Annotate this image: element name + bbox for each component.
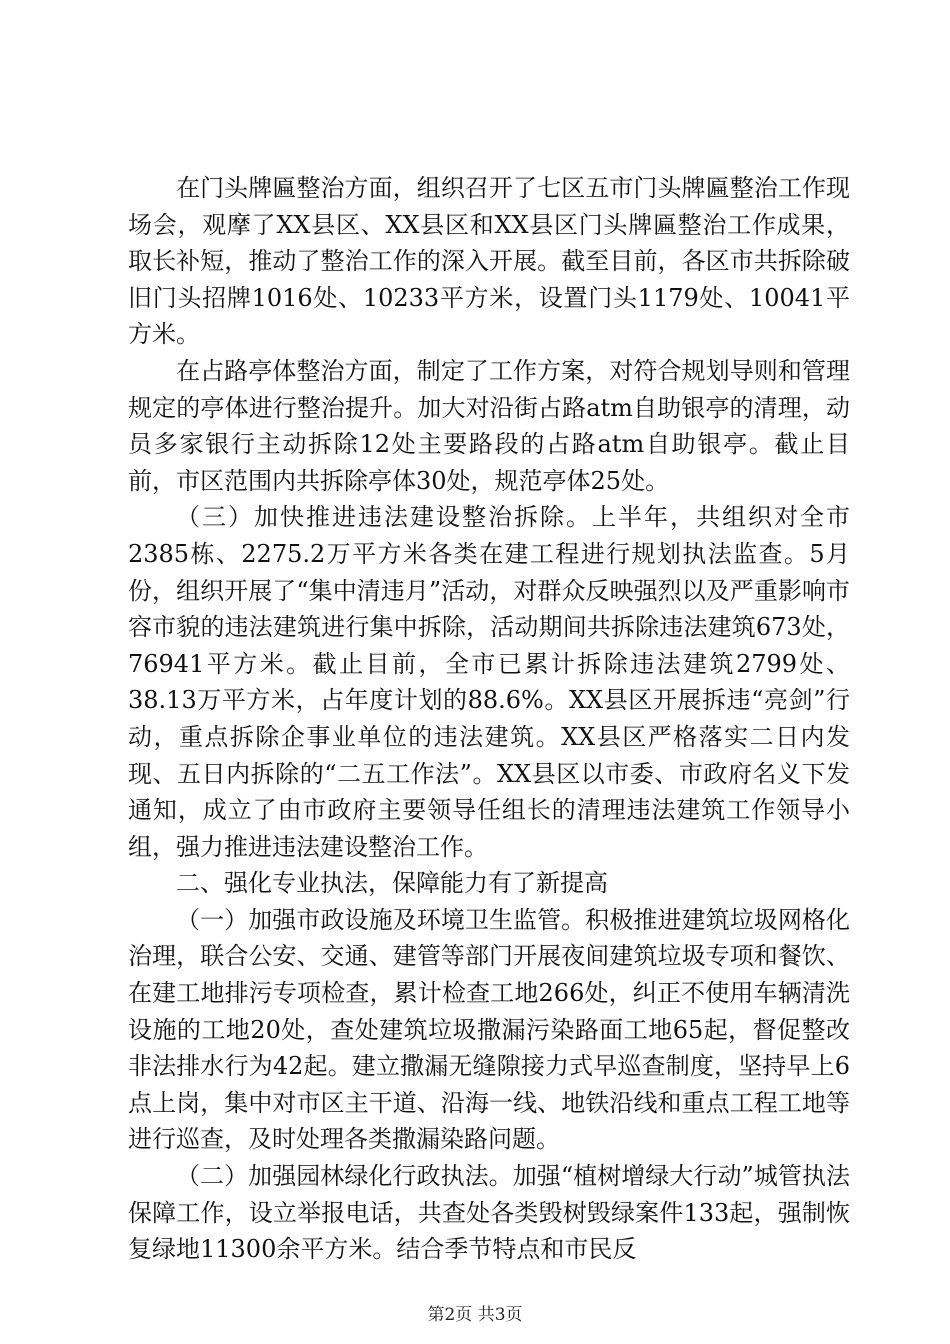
page-number-footer: 第2页 共3页 — [427, 1305, 523, 1325]
paragraph-landscaping-enforcement: （二）加强园林绿化行政执法。加强“植树增绿大行动”城管执法保障工作，设立举报电话，共查处各类毁树毁绿案件133起，强制恢复绿地11300余平方米。结合季节特点和市民反 — [128, 1162, 850, 1264]
paragraph-road-kiosks: 在占路亭体整治方面，制定了工作方案，对符合规划导则和管理规定的亭体进行整治提升。加大对沿街占路atm自助银亭的清理，动员多家银行主动拆除12处主要路段的占路atm自助银亭。截止目前，市区范围内共拆除亭体30处，规范亭体25处。 — [128, 356, 850, 495]
document-body — [128, 170, 850, 1268]
paragraph-illegal-construction: （三）加快推进违法建设整治拆除。上半年，共组织对全市2385栋、2275.2万平方米各类在建工程进行规划执法监查。5月份，组织开展了“集中清违月”活动，对群众反映强烈以及严重影响市容市貌的违法建筑进行集中拆除，活动期间共拆除违法建筑673处，76941平方米。截止目前，全市已累计拆除违法建筑2799处、38.13万平方米，占年度计划的88.6%。XX县区开展拆违“亮剑”行动，重点拆除企事业单位的违法建筑。XX县区严格落实二日内发现、五日内拆除的“二五工作法”。XX县区以市委、市政府名义下发通知，成立了由市政府主要领导任组长的清理违法建筑工作领导小组，强力推进违法建设整治工作。 — [128, 503, 850, 861]
paragraph-municipal-sanitation: （一）加强市政设施及环境卫生监管。积极推进建筑垃圾网格化治理，联合公安、交通、建管等部门开展夜间建筑垃圾专项和餐饮、在建工地排污专项检查，累计检查工地266处，纠正不使用车辆清洗设施的工地20处，查处建筑垃圾撒漏污染路面工地65起，督促整改非法排水行为42起。建立撒漏无缝隙接力式早巡查制度，坚持早上6点上岗，集中对市区主干道、沿海一线、地铁沿线和重点工程工地等进行巡查，及时处理各类撒漏染路问题。 — [128, 905, 850, 1154]
section-heading-professional-enforcement: 二、强化专业执法，保障能力有了新提高 — [176, 869, 608, 898]
paragraph-storefront-signs: 在门头牌匾整治方面，组织召开了七区五市门头牌匾整治工作现场会，观摩了XX县区、XX县区和XX县区门头牌匾整治工作成果，取长补短，推动了整治工作的深入开展。截至目前，各区市共拆除破旧门头招牌1016处、10233平方米，设置门头1179处、10041平方米。 — [128, 174, 850, 349]
